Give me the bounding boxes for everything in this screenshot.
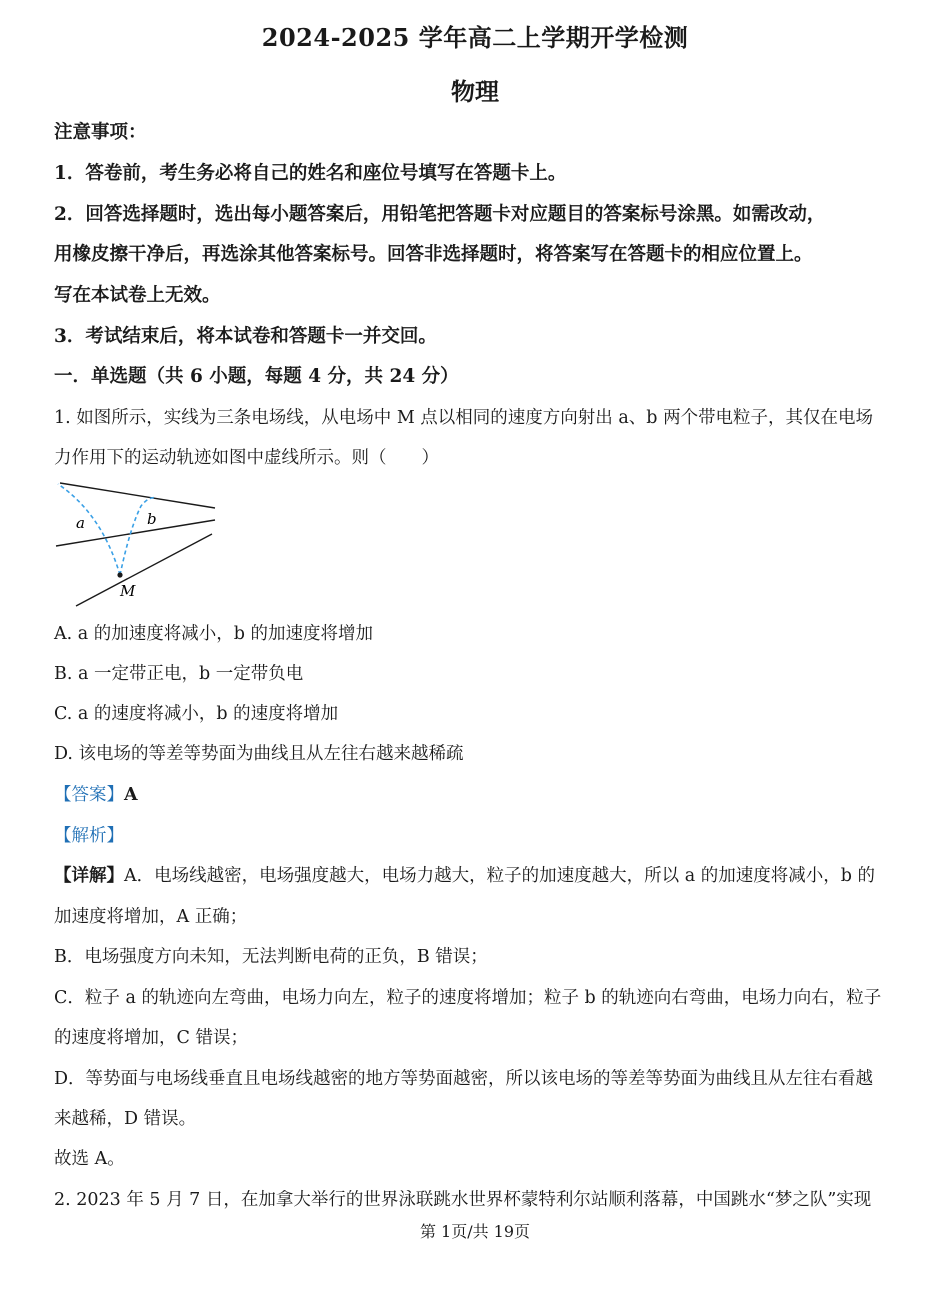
detail-c-line-2: 的速度将增加，C 错误； (54, 1028, 248, 1048)
conclusion: 故选 A。 (54, 1149, 125, 1169)
detail-line-2: 加速度将增加，A 正确； (54, 907, 248, 927)
detail-a-text: A．电场线越密，电场强度越大，电场力越大，粒子的加速度越大，所以 a 的加速度将减小，b 的 (124, 866, 875, 886)
label-m: M (120, 582, 136, 600)
detail-tag: 【详解】 (54, 866, 124, 886)
notice-item-2: 2．回答选择题时，选出每小题答案后，用铅笔把答题卡对应题目的答案标号涂黑。如需改动， (54, 204, 826, 225)
detail-c-line-1: C．粒子 a 的轨迹向左弯曲，电场力向左，粒子的速度将增加；粒子 b 的轨迹向右弯曲，电场力向右，粒子 (54, 988, 882, 1008)
q1-stem-line-1: 1. 如图所示，实线为三条电场线，从电场中 M 点以相同的速度方向射出 a、b 两个带电粒子，其仅在电场 (54, 408, 874, 428)
label-a: a (76, 514, 85, 532)
q1-option-a: A. a 的加速度将减小，b 的加速度将增加 (54, 624, 374, 644)
q1-stem-line-2: 力作用下的运动轨迹如图中虚线所示。则（ ） (54, 448, 439, 468)
detail-d-line-2: 来越稀，D 错误。 (54, 1109, 197, 1129)
exam-title: 2024-2025 学年高二上学期开学检测 (261, 23, 689, 52)
detail-line-1 (54, 864, 904, 888)
notice-item-2-end: 写在本试卷上无效。 (54, 285, 221, 306)
detail-b: B．电场强度方向未知，无法判断电荷的正负，B 错误； (54, 947, 488, 967)
notice-item-3: 3．考试结束后，将本试卷和答题卡一并交回。 (54, 326, 437, 347)
q1-option-d: D. 该电场的等差等势面为曲线且从左往右越来越稀疏 (54, 744, 464, 764)
answer-value: A (124, 785, 138, 805)
label-b: b (147, 510, 157, 528)
point-m-marker (117, 572, 122, 577)
notice-item-2-cont: 用橡皮擦干净后，再选涂其他答案标号。回答非选择题时，将答案写在答题卡的相应位置上。 (54, 244, 813, 265)
q1-figure (50, 478, 220, 610)
analysis-tag: 【解析】 (54, 826, 124, 846)
answer-tag: 【答案】 (54, 785, 124, 805)
detail-d-line-1: D．等势面与电场线垂直且电场线越密的地方等势面越密，所以该电场的等差等势面为曲线且从左往右看越 (54, 1069, 874, 1089)
answer-line (54, 783, 904, 807)
section-heading: 一．单选题（共 6 小题，每题 4 分，共 24 分） (54, 366, 459, 387)
field-line-bottom (76, 534, 212, 606)
subject-title: 物理 (451, 77, 499, 106)
q2-stem-line-1: 2. 2023 年 5 月 7 日，在加拿大举行的世界泳联跳水世界杯蒙特利尔站顺利落幕，中国跳水“梦之队”实现 (54, 1190, 872, 1210)
q1-option-b: B. a 一定带正电，b 一定带负电 (54, 664, 304, 684)
trajectory-a (58, 484, 120, 575)
notice-heading: 注意事项： (54, 122, 147, 143)
q1-option-c: C. a 的速度将减小，b 的速度将增加 (54, 704, 339, 724)
notice-item-1: 1．答卷前，考生务必将自己的姓名和座位号填写在答题卡上。 (54, 163, 567, 184)
field-line-top (60, 483, 215, 508)
page-footer: 第 1页/共 19页 (419, 1222, 531, 1241)
